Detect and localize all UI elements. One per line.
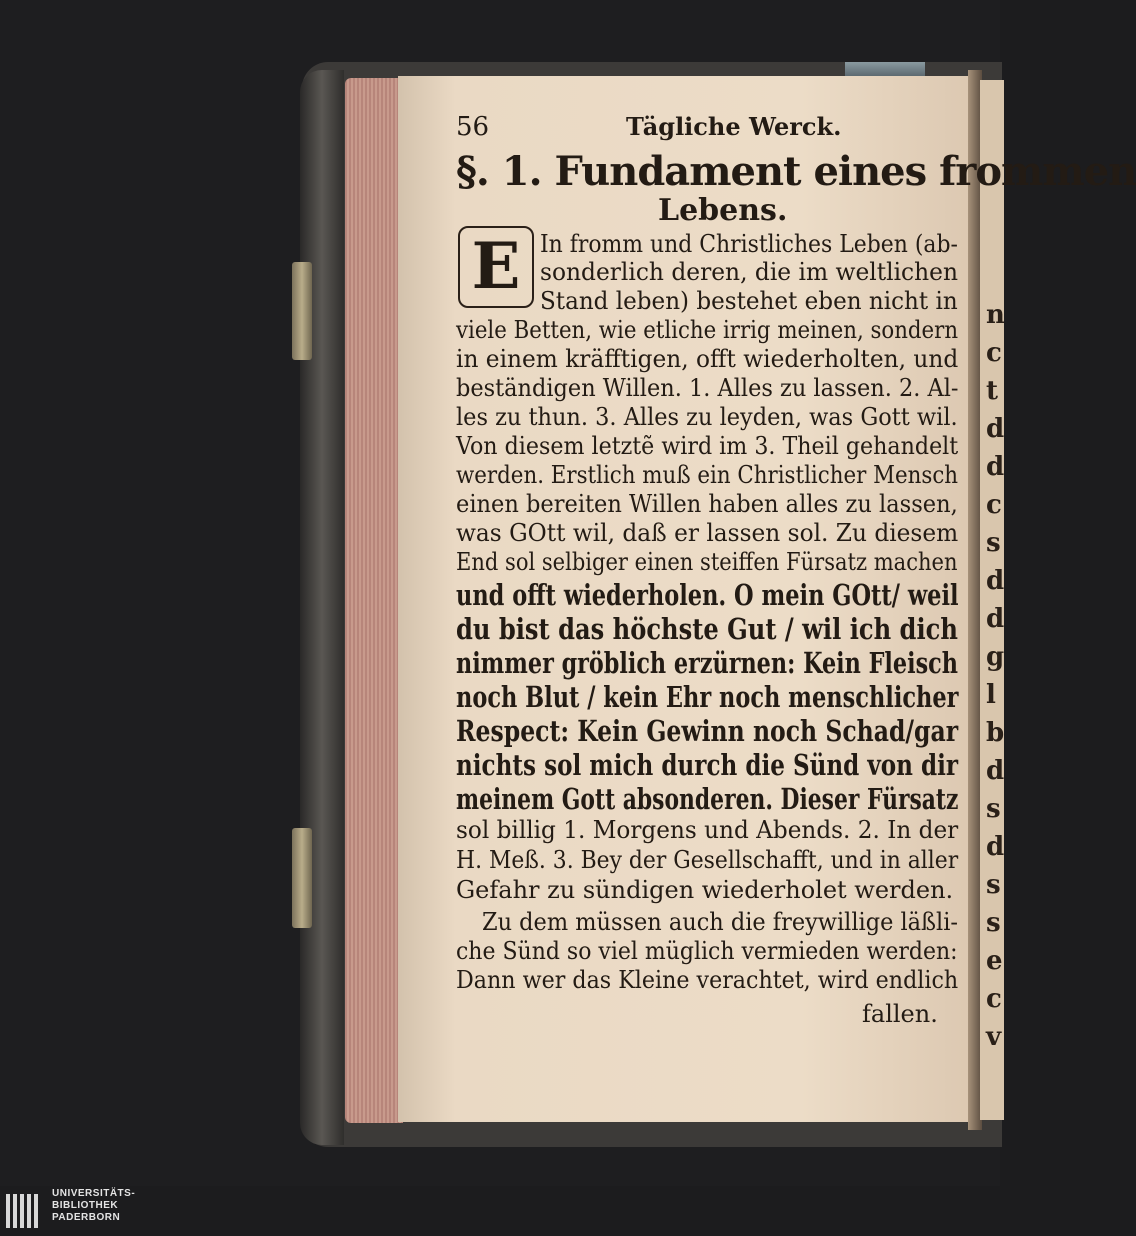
body-text-line: viele Betten, wie etliche irrig meinen, sondern xyxy=(456,316,959,344)
body-text-line: du bist das höchste Gut / wil ich dich xyxy=(456,612,958,646)
facing-page-letter: v xyxy=(986,1022,1002,1052)
book-spine-edge xyxy=(300,70,344,1145)
body-text-line: End sol selbiger einen steiffen Fürsatz machen xyxy=(456,548,958,576)
body-text-line: les zu thun. 3. Alles zu leyden, was Gott wil. xyxy=(456,403,958,431)
book-clasp-bottom xyxy=(292,828,312,928)
body-text-line: nimmer gröblich erzürnen: Kein Fleisch xyxy=(456,646,958,680)
facing-page-letter: d xyxy=(986,452,1005,482)
body-text-line: sonderlich deren, die im weltlichen xyxy=(540,258,958,286)
body-text-line: Dann wer das Kleine verachtet, wird endlich xyxy=(456,966,959,994)
body-text-line: Zu dem müssen auch die freywillige läßli- xyxy=(482,908,958,936)
running-head: Tägliche Werck. xyxy=(626,112,842,141)
facing-page-letter: l xyxy=(986,680,996,710)
body-text-line: einen bereiten Willen haben alles zu lassen, xyxy=(456,490,958,518)
body-text-line: und offt wiederholen. O mein GOtt/ weil xyxy=(456,578,959,612)
facing-page-letter: d xyxy=(986,604,1005,634)
body-text-line: Respect: Kein Gewinn noch Schad/gar xyxy=(456,714,959,748)
section-title-line1: §. 1. Fundament eines frommen xyxy=(456,148,1136,195)
library-logo-icon xyxy=(6,1194,44,1228)
facing-page-letter: d xyxy=(986,566,1005,596)
library-name-line3: PADERBORN xyxy=(52,1212,121,1223)
facing-page-letter: d xyxy=(986,414,1005,444)
facing-page-letter: s xyxy=(986,794,1001,824)
facing-page-letter: s xyxy=(986,528,1001,558)
body-text-line: meinem Gott absonderen. Dieser Fürsatz xyxy=(456,782,959,816)
facing-page-letter: s xyxy=(986,908,1001,938)
section-title-line2: Lebens. xyxy=(658,193,788,228)
body-text-line: In fromm und Christliches Leben (ab- xyxy=(540,230,958,258)
body-text-line: werden. Erstlich muß ein Christlicher Mensch xyxy=(456,461,959,489)
body-text-line: Gefahr zu sündigen wiederholet werden. xyxy=(456,876,954,904)
body-text-line: Von diesem letztẽ wird im 3. Theil gehandelt xyxy=(456,432,959,460)
book-clasp-top xyxy=(292,262,312,360)
facing-page-letter: b xyxy=(986,718,1005,748)
library-footer xyxy=(0,1186,1000,1236)
page-edges xyxy=(345,78,403,1123)
body-text-line: in einem kräfftigen, offt wiederholten, und xyxy=(456,345,959,373)
facing-page-letter: g xyxy=(986,642,1005,672)
body-text-line: fallen. xyxy=(862,1000,938,1028)
facing-page-letter: t xyxy=(986,376,999,406)
facing-page-letter: c xyxy=(986,984,1002,1014)
body-text-line: was GOtt wil, daß er lassen sol. Zu diesem xyxy=(456,519,959,547)
facing-page-letter: d xyxy=(986,756,1005,786)
body-text-line: beständigen Willen. 1. Alles zu lassen. 2. Al- xyxy=(456,374,959,402)
decorated-initial: E xyxy=(458,226,534,308)
facing-page-letter: s xyxy=(986,870,1001,900)
facing-page-letter: n xyxy=(986,300,1005,330)
body-text-line: nichts sol mich durch die Sünd von dir xyxy=(456,748,959,782)
facing-page-letter: d xyxy=(986,832,1005,862)
body-text-line: noch Blut / kein Ehr noch menschlicher xyxy=(456,680,959,714)
body-text-line: che Sünd so viel müglich vermieden werden: xyxy=(456,937,958,965)
library-name-line1: UNIVERSITÄTS- xyxy=(52,1188,136,1199)
facing-page-letter: e xyxy=(986,946,1003,976)
facing-page-letter: c xyxy=(986,338,1002,368)
body-text-line: Stand leben) bestehet eben nicht in xyxy=(540,287,958,315)
body-text-line: H. Meß. 3. Bey der Gesellschafft, und in aller xyxy=(456,846,959,874)
body-text-line: sol billig 1. Morgens und Abends. 2. In der xyxy=(456,816,959,844)
facing-page-letter: c xyxy=(986,490,1002,520)
page-number: 56 xyxy=(456,112,490,142)
library-name-line2: BIBLIOTHEK xyxy=(52,1200,119,1211)
